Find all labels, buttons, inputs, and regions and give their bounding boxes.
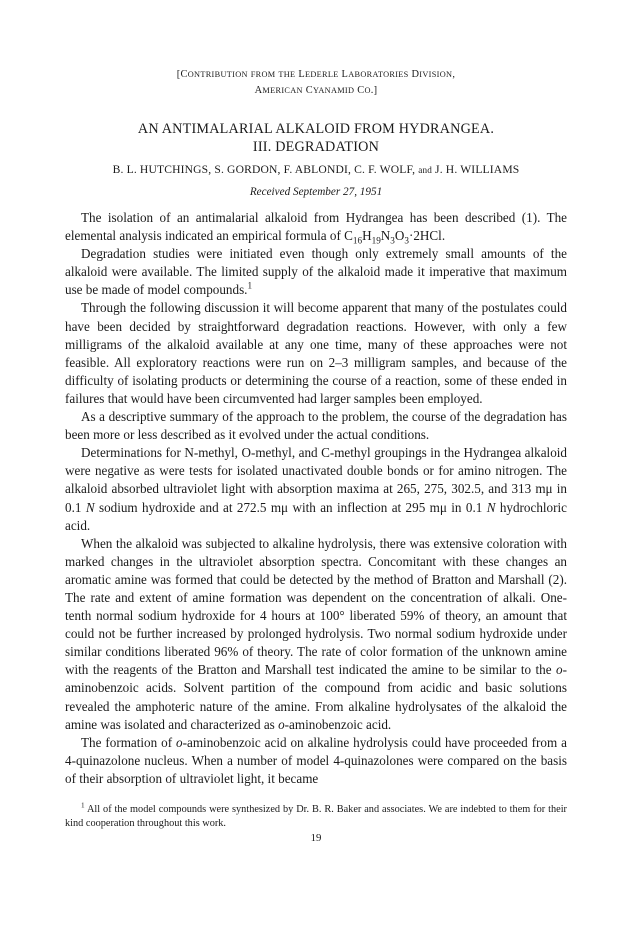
footnote [65, 803, 567, 832]
contribution-text-1: [CONTRIBUTION FROM THE LEDERLE LABORATORIES DIVISION, [176, 69, 456, 80]
paragraph-7 [65, 734, 567, 788]
contribution-line-2 [0, 85, 632, 96]
author-line [0, 163, 632, 176]
article-body [65, 209, 567, 788]
normal-n-italic: N [486, 499, 496, 515]
p2-text: Degradation studies were initiated even though only extremely small amounts of the alkaloid were available. The limited supply of the alkaloid made it imperative that maximum use be made of model compounds. [65, 246, 567, 298]
paper-title-line-2: III. DEGRADATION [252, 139, 380, 155]
formula-h: H [362, 228, 372, 244]
p6-text-a: When the alkaloid was subjected to alkaline hydrolysis, there was extensive coloration with marked changes in the ultraviolet absorption spectra. Concomitant with these changes an aromatic amine was formed that could be detected by the method of Bratton and Marshall (2). The rate and extent of amine formation was dependent on the concentration of alkali. One-tenth normal sodium hydroxide for 4 hours at 100° liberated 59% of theory, an amount that could not be further increased by prolonged hydrolysis. Two normal sodium hydroxide under similar conditions liberated 96% of theory. The rate of color formation of the unknown amine with the reagents of the Bratton and Marshall test indicated the amine to be similar to the [65, 535, 567, 678]
footnote-paragraph [65, 803, 567, 832]
footnote-text: All of the model compounds were synthesized by Dr. B. R. Baker and associates. We are indebted to them for their kind cooperation throughout this work. [65, 804, 567, 830]
paragraph-2 [65, 245, 567, 299]
formula-sub-o: 3 [404, 235, 409, 246]
author-names: B. L. HUTCHINGS, S. GORDON, F. ABLONDI, C. F. WOLF, [112, 163, 416, 176]
paragraph-1 [65, 209, 567, 245]
p5-text-a: Determinations for N-methyl, O-methyl, and C-methyl groupings in the Hydrangea alkaloid were negative as were tests for isolated unactivated double bonds or for amino nitrogen. The alkaloid absorbed ultraviolet light with absorption maxima at 265, 275, 302.5, and 313 mμ in 0.1 [65, 445, 567, 515]
p6-text-b: -aminobenzoic acids. Solvent partition of the compound from acidic and basic solutions revealed the amphoteric nature of the amine. From alkaline hydrolysates of the alkaloid the amine was isolated and characterized as [65, 662, 567, 732]
received-date: Received September 27, 1951 [249, 186, 383, 198]
formula-tail: ·2HCl. [408, 228, 446, 244]
paragraph-4: As a descriptive summary of the approach to the problem, the course of the degradation has been more or less described as it evolved under the actual conditions. [65, 409, 567, 443]
contribution-line-1 [0, 69, 632, 80]
p6-text-c: -aminobenzoic acid. [284, 716, 392, 732]
ortho-italic: o [278, 716, 285, 732]
formula-sub-h: 19 [371, 235, 381, 246]
p5-text-b: sodium hydroxide and at 272.5 mμ with an inflection at 295 mμ in 0.1 [98, 499, 483, 515]
p5-text-c: hydrochloric acid. [65, 499, 567, 533]
formula-o: O [394, 228, 405, 244]
p1-text: The isolation of an antimalarial alkaloid from Hydrangea has been described (1). The elemental analysis indicated an empirical formula of C [65, 210, 567, 244]
formula-sub-n: 3 [390, 235, 395, 246]
formula-sub-c: 16 [352, 235, 363, 246]
p7-text-a: The formation of [81, 734, 173, 750]
page-number: 19 [310, 832, 322, 844]
author-conjunction: and [418, 165, 432, 175]
paragraph-5 [65, 444, 567, 534]
ortho-italic: o [176, 734, 183, 750]
paragraph-3: Through the following discussion it will become apparent that many of the postulates could have been decided by straightforward degradation reactions. However, with only a few milligrams of the alkaloid available at any one time, many of these approaches were not feasible. All exploratory reactions were run on 2–3 milligram samples, and because of the difficulty of isolating products or determining the course of a reaction, some of these ended in failures that would have been circumvented had larger samples been employed. [65, 300, 567, 406]
normal-n-italic: N [85, 499, 95, 515]
ortho-italic: o [556, 662, 563, 678]
contribution-text-2: AMERICAN CYANAMID CO.] [254, 85, 378, 96]
footnote-ref: 1 [247, 281, 253, 291]
formula-n: N [380, 228, 391, 244]
author-last: J. H. WILLIAMS [435, 163, 520, 176]
paper-title-line-1: AN ANTIMALARIAL ALKALOID FROM HYDRANGEA. [137, 121, 495, 137]
p7-text-b: -aminobenzoic acid on alkaline hydrolysis could have proceeded from a 4-quinazolone nucleus. When a number of model 4-quinazolones were compared on the basis of their absorption of ultraviolet light, it became [65, 734, 567, 786]
paragraph-6 [65, 535, 567, 734]
footnote-mark: 1 [81, 801, 85, 810]
